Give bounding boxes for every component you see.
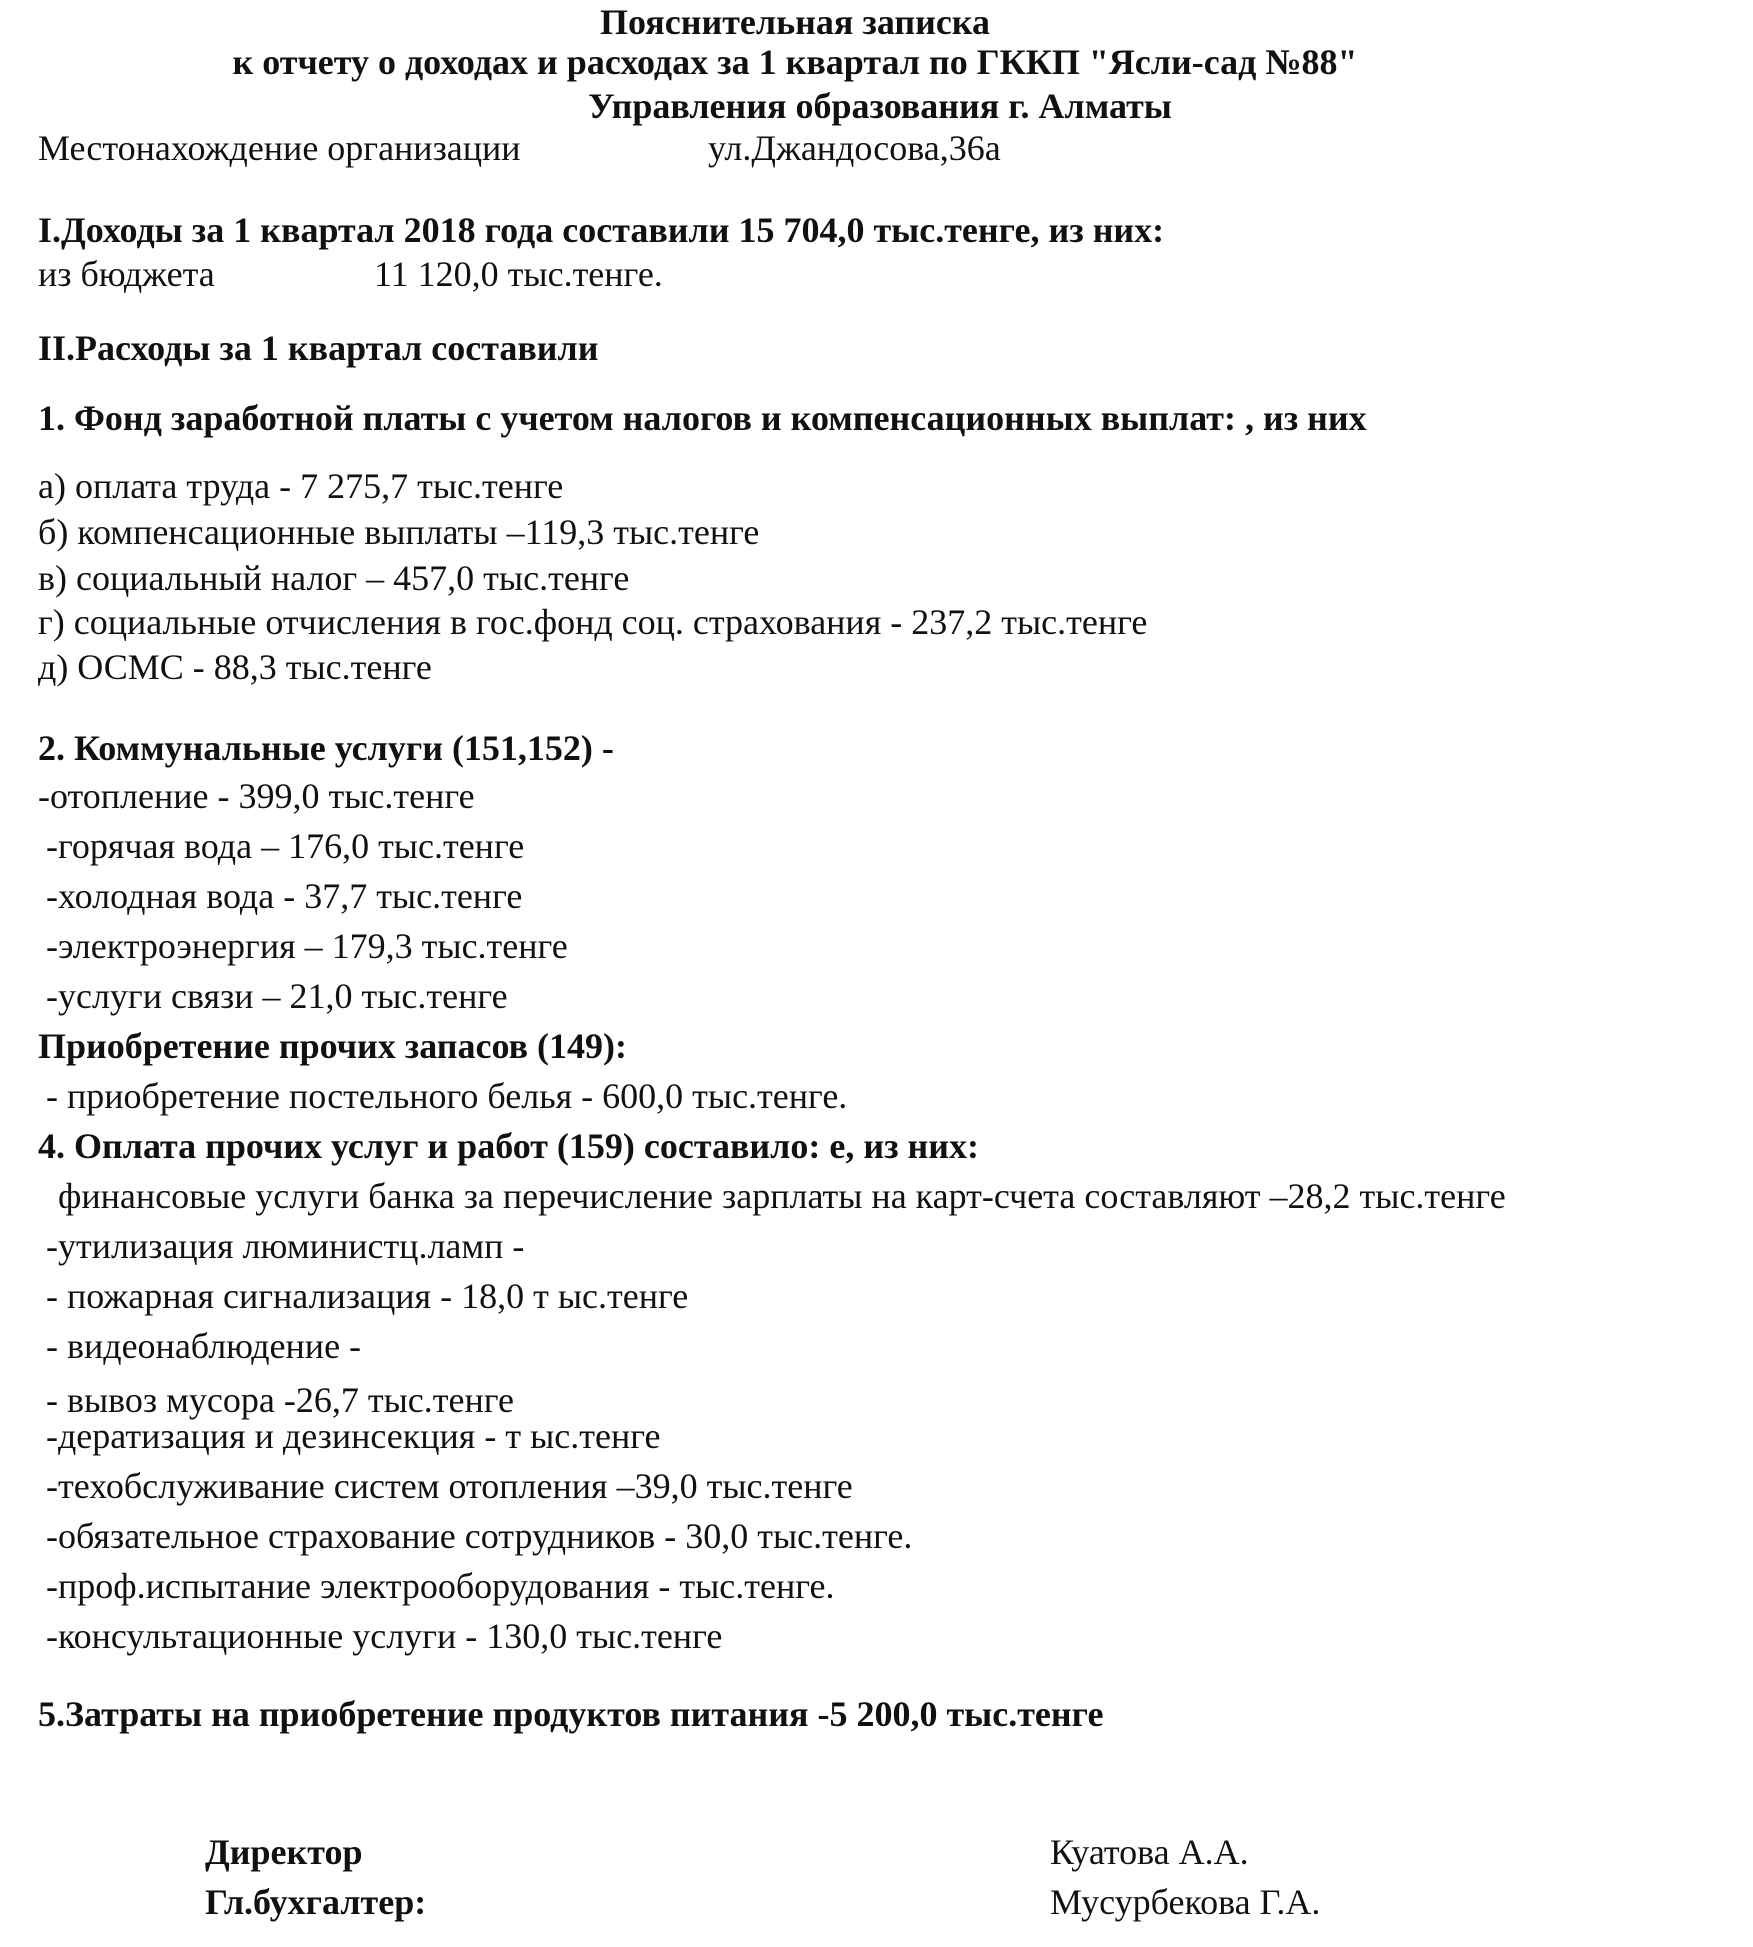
section2-item: -услуги связи – 21,0 тыс.тенге bbox=[46, 976, 508, 1016]
location-value: ул.Джандосова,36а bbox=[708, 128, 1001, 168]
section1-heading: 1. Фонд заработной платы с учетом налогов и компенсационных выплат: , из них bbox=[38, 398, 1367, 438]
section5-heading: 5.Затраты на приобретение продуктов питания -5 200,0 тыс.тенге bbox=[38, 1694, 1104, 1734]
document-title: Пояснительная записка bbox=[599, 2, 991, 42]
section2-heading: 2. Коммунальные услуги (151,152) - bbox=[38, 728, 614, 768]
section4-item: финансовые услуги банка за перечисление зарплаты на карт-счета составляют –28,2 тыс.тенге bbox=[58, 1176, 1506, 1216]
section1-item: г) социальные отчисления в гос.фонд соц. страхования - 237,2 тыс.тенге bbox=[38, 602, 1148, 642]
section2-item: -отопление - 399,0 тыс.тенге bbox=[38, 776, 475, 816]
section1-item: в) социальный налог – 457,0 тыс.тенге bbox=[38, 558, 630, 598]
signature-role-accountant: Гл.бухгалтер: bbox=[205, 1882, 427, 1922]
section2-item: -горячая вода – 176,0 тыс.тенге bbox=[46, 826, 525, 866]
section1-item: б) компенсационные выплаты –119,3 тыс.тенге bbox=[38, 512, 760, 552]
section4-item: -обязательное страхование сотрудников - 30,0 тыс.тенге. bbox=[46, 1516, 913, 1556]
section2-item: -электроэнергия – 179,3 тыс.тенге bbox=[46, 926, 568, 966]
income-budget-label: из бюджета bbox=[38, 254, 215, 294]
section4-item: -утилизация люминистц.ламп - bbox=[46, 1226, 525, 1266]
section4-item: -проф.испытание электрооборудования - тыс.тенге. bbox=[46, 1566, 835, 1606]
signature-role-director: Директор bbox=[205, 1832, 363, 1872]
section1-item: д) ОСМС - 88,3 тыс.тенге bbox=[38, 647, 432, 687]
section4-item: - видеонаблюдение - bbox=[46, 1326, 362, 1366]
section3-item: - приобретение постельного белья - 600,0 тыс.тенге. bbox=[46, 1076, 848, 1116]
location-label: Местонахождение организации bbox=[38, 128, 521, 168]
income-heading: I.Доходы за 1 квартал 2018 года составили 15 704,0 тыс.тенге, из них: bbox=[38, 210, 1165, 250]
section3-heading: Приобретение прочих запасов (149): bbox=[38, 1026, 627, 1066]
income-budget-value: 11 120,0 тыс.тенге. bbox=[374, 254, 663, 294]
section4-heading: 4. Оплата прочих услуг и работ (159) составило: е, из них: bbox=[38, 1126, 980, 1166]
section4-item: -консультационные услуги - 130,0 тыс.тенге bbox=[46, 1616, 723, 1656]
document-organization: Управления образования г. Алматы bbox=[588, 86, 1172, 126]
section4-item: - вывоз мусора -26,7 тыс.тенге bbox=[46, 1380, 515, 1420]
expenses-heading: II.Расходы за 1 квартал составили bbox=[38, 328, 599, 368]
section2-item: -холодная вода - 37,7 тыс.тенге bbox=[46, 876, 523, 916]
signature-name-accountant: Мусурбекова Г.А. bbox=[1050, 1882, 1321, 1922]
section4-item: - пожарная сигнализация - 18,0 т ыс.тенге bbox=[46, 1276, 689, 1316]
signature-name-director: Куатова А.А. bbox=[1050, 1832, 1249, 1872]
section1-item: а) оплата труда - 7 275,7 тыс.тенге bbox=[38, 466, 564, 506]
document-subtitle: к отчету о доходах и расходах за 1 квартал по ГККП "Ясли-сад №88" bbox=[232, 42, 1358, 82]
section4-item: -дератизация и дезинсекция - т ыс.тенге bbox=[46, 1416, 661, 1456]
section4-item: -техобслуживание систем отопления –39,0 тыс.тенге bbox=[46, 1466, 853, 1506]
